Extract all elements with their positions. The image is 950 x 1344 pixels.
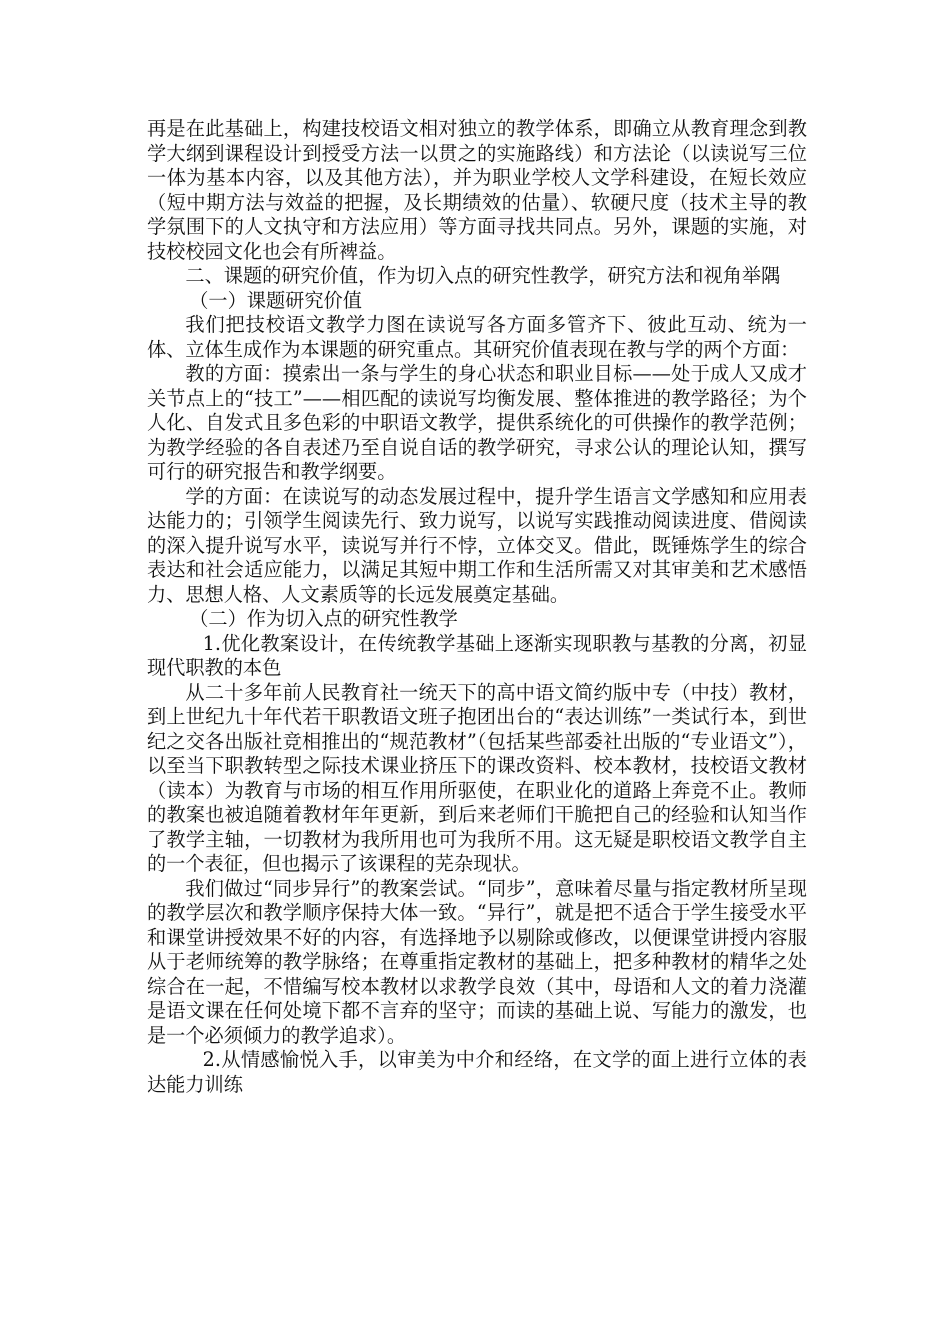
- numbered-heading-1: 1.优化教案设计，在传统教学基础上逐渐实现职教与基教的分离，初显现代职教的本色: [147, 631, 807, 679]
- subsection-heading-2: （二）作为切入点的研究性教学: [189, 607, 458, 630]
- section-heading-2: 二、课题的研究价值，作为切入点的研究性教学，研究方法和视角举隅: [185, 264, 781, 287]
- paragraph-textbook-history: 从二十多年前人民教育社一统天下的高中语文简约版中专（中技）教材，到上世纪九十年代若干职教语文班子抱团出台的“表达训练”一类试行本，到世纪之交各出版社竞相推出的“规范教材”（包括某些部委社出版的“专业语文”），以至当下职教转型之际技术课业挤压下的课改资料、校本教材，技校语文教材（读本）为教育与市场的相互作用所驱使，在职业化的道路上奔竞不止。教师的教案也被追随着教材年年更新，到后来老师们干脆把自己的经验和认知当作了教学主轴，一切教材为我所用也可为我所不用。这无疑是职校语文教学自主的一个表征，但也揭示了该课程的芜杂现状。: [147, 680, 807, 875]
- paragraph-continuation: 再是在此基础上，构建技校语文相对独立的教学体系，即确立从教育理念到教学大纲到课程设计到授受方法一以贯之的实施路线）和方法论（以读说写三位一体为基本内容，以及其他方法），并为职业学校人文学科建设，在短长效应（短中期方法与效益的把握，及长期绩效的估量）、软硬尺度（技术主导的教学氛围下的人文执守和方法应用）等方面寻找共同点。另外，课题的实施，对技校校园文化也会有所裨益。: [147, 117, 807, 263]
- paragraph-teaching-aspect: 教的方面：摸索出一条与学生的身心状态和职业目标——处于成人又成才关节点上的“技工”——相匹配的读说写均衡发展、整体推进的教学路径；为个人化、自发式且多色彩的中职语文教学，提供系统化的可供操作的教学范例；为教学经验的各自表述乃至自说自话的教学研究，寻求公认的理论认知，撰写可行的研究报告和教学纲要。: [147, 362, 807, 483]
- subsection-heading-1: （一）课题研究价值: [189, 288, 362, 312]
- document-body: [147, 117, 807, 1097]
- paragraph-learning-aspect: 学的方面：在读说写的动态发展过程中，提升学生语言文学感知和应用表达能力的；引领学生阅读先行、致力说写，以说写实践推动阅读进度、借阅读的深入提升说写水平，读说写并行不悖，立体交叉。借此，既锤炼学生的综合表达和社会适应能力，以满足其短中期工作和生活所需又对其审美和艺术感悟力、思想人格、人文素质等的长远发展奠定基础。: [147, 484, 807, 606]
- numbered-heading-2: 2.从情感愉悦入手，以审美为中介和经络，在文学的面上进行立体的表达能力训练: [147, 1048, 807, 1096]
- paragraph-research-focus: 我们把技校语文教学力图在读说写各方面多管齐下、彼此互动、统为一体、立体生成作为本课题的研究重点。其研究价值表现在教与学的两个方面：: [147, 313, 807, 361]
- paragraph-lesson-plan-trial: 我们做过“同步异行”的教案尝试。“同步”，意味着尽量与指定教材所呈现的教学层次和教学顺序保持大体一致。“异行”，就是把不适合于学生接受水平和课堂讲授效果不好的内容，有选择地予以剔除或修改，以便课堂讲授内容服从于老师统筹的教学脉络；在尊重指定教材的基础上，把多种教材的精华之处综合在一起，不惜编写校本教材以求教学良效（其中，母语和人文的着力浇灌是语文课在任何处境下都不言弃的坚守；而读的基础上说、写能力的激发，也是一个必须倾力的教学追求）。: [147, 876, 807, 1047]
